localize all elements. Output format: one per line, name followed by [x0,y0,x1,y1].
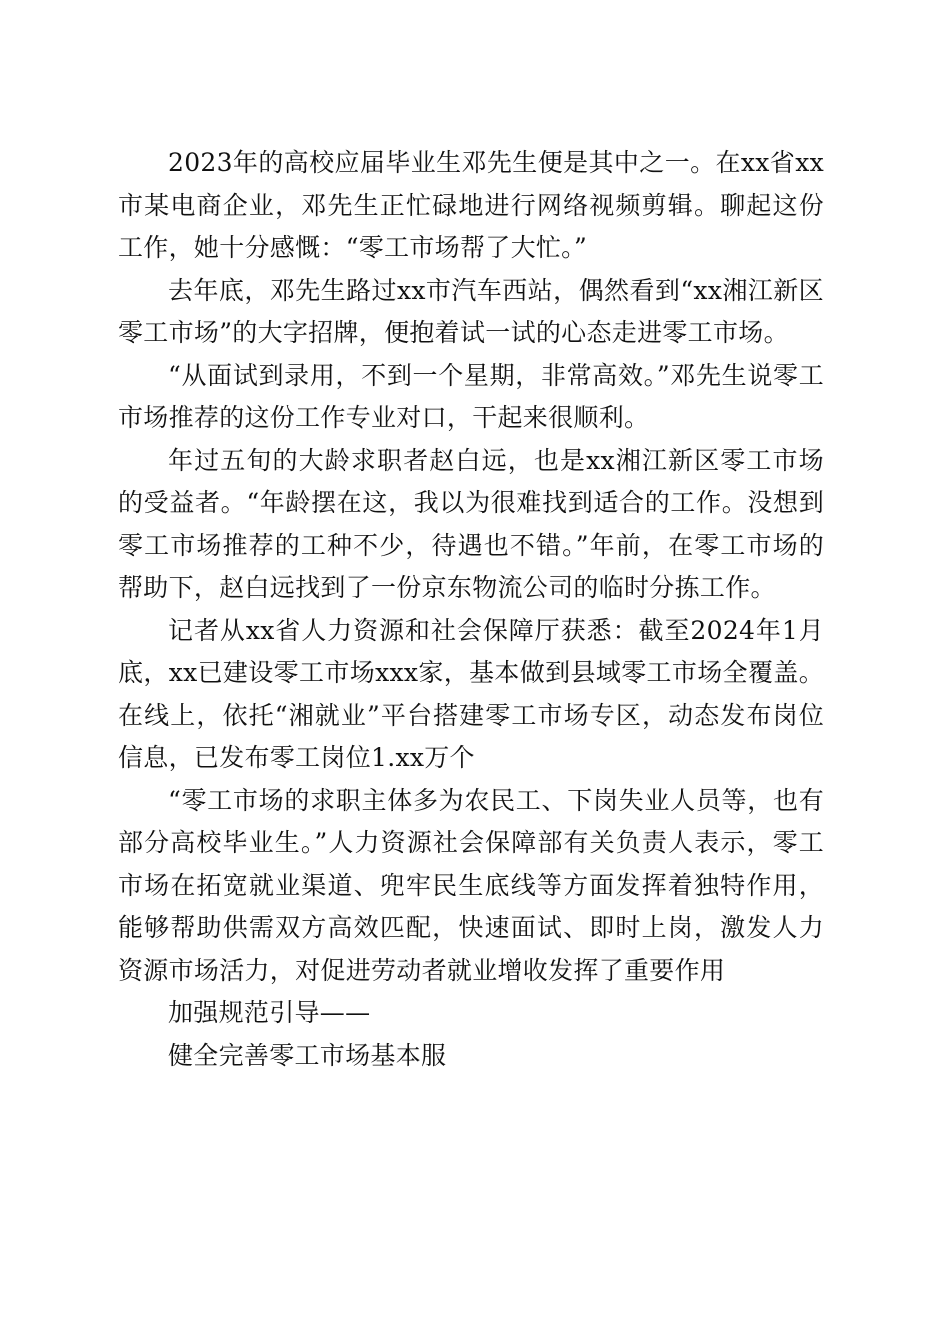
paragraph-3: “从面试到录用，不到一个星期，非常高效。”邓先生说零工市场推荐的这份工作专业对口，干起来很顺利。 [118,360,824,432]
section-subheading: 健全完善零工市场基本服 [168,1040,447,1070]
paragraph-2: 去年底，邓先生路过xx市汽车西站，偶然看到“xx湘江新区零工市场”的大字招牌，便抱着试一试的心态走进零工市场。 [118,275,824,347]
paragraph-5: 记者从xx省人力资源和社会保障厅获悉：截至2024年1月底，xx已建设零工市场xxx家，基本做到县域零工市场全覆盖。在线上，依托“湘就业”平台搭建零工市场专区，动态发布岗位信息，已发布零工岗位1.xx万个 [118,615,824,772]
paragraph-1: 2023年的高校应届毕业生邓先生便是其中之一。在xx省xx市某电商企业，邓先生正忙碌地进行网络视频剪辑。聊起这份工作，她十分感慨：“零工市场帮了大忙。” [118,148,824,262]
section-heading: 加强规范引导—— [168,998,371,1027]
paragraph-6: “零工市场的求职主体多为农民工、下岗失业人员等，也有部分高校毕业生。”人力资源社会保障部有关负责人表示，零工市场在拓宽就业渠道、兜牢民生底线等方面发挥着独特作用，能够帮助供需双方高效匹配，快速面试、即时上岗，激发人力资源市场活力，对促进劳动者就业增收发挥了重要作用 [118,785,824,985]
paragraph-4: 年过五旬的大龄求职者赵白远，也是xx湘江新区零工市场的受益者。“年龄摆在这，我以为很难找到适合的工作。没想到零工市场推荐的工种不少，待遇也不错。”年前，在零工市场的帮助下，赵白远找到了一份京东物流公司的临时分拣工作。 [118,445,824,602]
document-body [118,142,824,1077]
